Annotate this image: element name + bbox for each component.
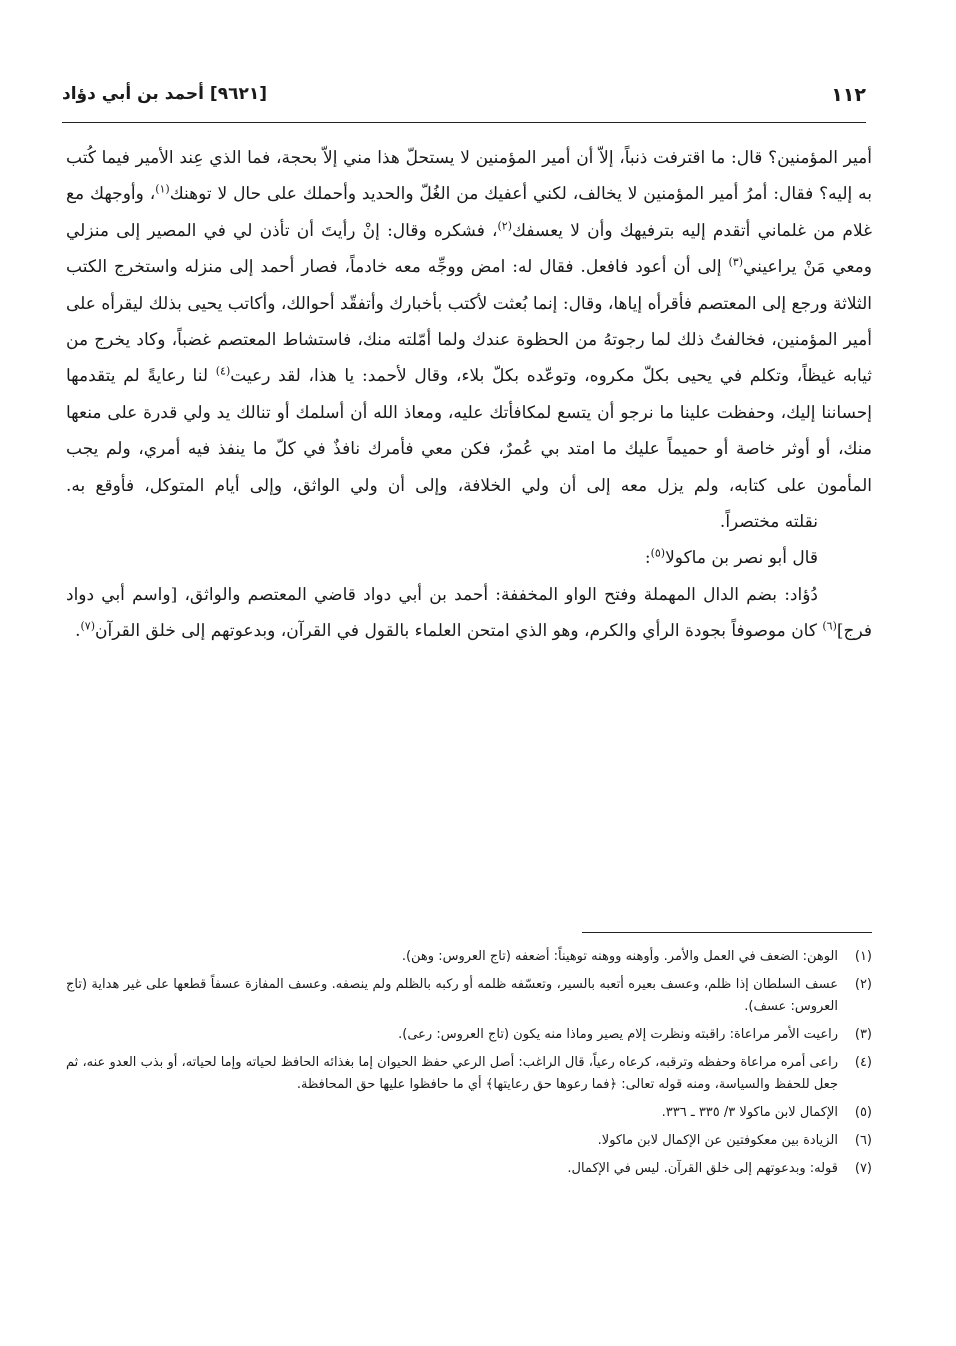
text-segment: لنا رعايةً لم يتقدمها إحساننا إليك، وحفظت علينا ما نرجو أن يتسع لمكافأتك عليه، ومعاذ الله أن أسلمك أو تنالك يد ولي قدرة على منعها منك، أو أوثر خاصة أو حميماً عليك ما امتد بي عُمرٌ، فكن معي فأمرك نافذٌ في كلّ ما ينفذ فيه أمري، ولم يجب المأمون على كتابه، ولم يزل معه إلى أن ولي الخلافة، وإلى أن ولي الواثق، وإلى أيام المتوكل، فأوقع به. bbox=[66, 366, 872, 496]
footnote-item bbox=[66, 946, 872, 968]
footnote-text: قوله: وبدعوتهم إلى خلق القرآن. ليس في الإكمال. bbox=[567, 1161, 838, 1176]
paragraph-narrative bbox=[66, 140, 872, 504]
footnote-text: الإكمال لابن ماكولا ٣/ ٣٣٥ ـ ٣٣٦. bbox=[661, 1105, 838, 1120]
footnote-text: راعى أمره مراعاة وحفظه وترقبه، كرعاه رعياً، قال الراغب: أصل الرعي حفظ الحيوان إما بغذائه الحافظ لحياته وإما لحياته، أو بذب العدو عنه، ثم جعل للحفظ والسياسة، ومنه قوله تعالى: ﴿فما رعوها حق رعايتها﴾ أي ما حافظوا عليها حق المحافظة. bbox=[66, 1055, 838, 1092]
running-title: [٩٦٢١] أحمد بن أبي دؤاد bbox=[62, 84, 267, 104]
footnote-ref-3: (٣) bbox=[728, 255, 744, 269]
footnote-number: (٦) bbox=[854, 1133, 872, 1148]
footnote-item bbox=[66, 974, 872, 1018]
footnote-ref-6: (٦) bbox=[822, 619, 837, 633]
footnote-ref-5: (٥) bbox=[650, 546, 666, 560]
paragraph-note bbox=[66, 504, 872, 540]
text-segment: : bbox=[644, 548, 651, 569]
footnote-ref-4: (٤) bbox=[215, 364, 231, 378]
main-text bbox=[66, 140, 872, 650]
text-segment: قال أبو نصر بن ماكولا bbox=[665, 548, 818, 569]
footnotes bbox=[66, 946, 872, 1186]
text-segment: نقلته مختصراً. bbox=[719, 512, 818, 533]
footnote-item bbox=[66, 1158, 872, 1180]
text-segment: أمير المؤمنين؟ قال: ما اقترفت ذنباً، إلاّ أن أمير المؤمنين لا يستحلّ هذا مني إلاّ بحجة، فما الذي عِند الأمير فيما كُتب به إليه؟ فقال: أمرُ أمير المؤمنين لا يخالف، لكني أعفيك من الغُلّ والحديد وأحملك على حال لا توهنك bbox=[66, 148, 872, 205]
footnote-ref-2: (٢) bbox=[497, 219, 513, 233]
footnote-number: (١) bbox=[854, 949, 872, 964]
footnote-item bbox=[66, 1024, 872, 1046]
paragraph-citation bbox=[66, 540, 872, 576]
text-segment: دُؤاد: بضم الدال المهملة وفتح الواو المخففة: أحمد بن أبي دواد قاضي المعتصم والواثق، [واسم أبي دواد فرج] bbox=[66, 584, 872, 642]
footnote-text: الزيادة بين معكوفتين عن الإكمال لابن ماكولا. bbox=[597, 1133, 838, 1148]
page-number: ١١٢ bbox=[831, 84, 866, 106]
text-segment: . bbox=[75, 621, 81, 642]
text-segment: ، وأوجهك مع غلام من غلماني أتقدم إليه بترفيهك وأن لا يعسفك bbox=[66, 184, 872, 241]
page-header bbox=[62, 82, 866, 116]
footnote-ref-1: (١) bbox=[155, 182, 170, 196]
footnote-text: راعيت الأمر مراعاة: راقبته ونظرت إلام يصير وماذا منه يكون (تاج العروس: رعى). bbox=[398, 1027, 838, 1042]
footnote-ref-7: (٧) bbox=[80, 619, 96, 633]
footnote-rule bbox=[582, 932, 872, 933]
footnote-number: (٤) bbox=[854, 1055, 872, 1070]
header-rule bbox=[62, 122, 866, 123]
text-segment: إلى أن أعود فافعل. فقال له: امض ووجِّه معه خادماً، فصار أحمد إلى منزله واستخرج الكتب الثلاثة ورجع إلى المعتصم فأقرأه إياها، وقال: إنما بُعثت لأكتب بأخبارك وأتفقّد أحوالك، وأكاتب يحيى بذلك ليقرأه على أمير المؤمنين، فخالفتُ ذلك لما رجوتهُ من الحظوة عندك ولما أمّلته منك، فاستشاط المعتصم غضباً، وكاد يخرج من ثيابه غيظاً، وتكلم في يحيى بكلّ مكروه، وتوعّده بكلّ بلاء، وقال لأحمد: يا هذا، لقد رعيت bbox=[66, 257, 873, 387]
footnote-item bbox=[66, 1102, 872, 1124]
footnote-number: (٥) bbox=[854, 1105, 872, 1120]
footnote-text: الوهن: الضعف في العمل والأمر. وأوهنه ووهنه توهيناً: أضعفه (تاج العروس: وهن). bbox=[401, 949, 838, 964]
paragraph-entry bbox=[66, 577, 872, 650]
text-segment: كان موصوفاً بجودة الرأي والكرم، وهو الذي امتحن العلماء بالقول في القرآن، وبدعوتهم إلى خلق القرآن bbox=[95, 621, 823, 642]
footnote-text: عسف السلطان إذا ظلم، وعسف بعيره أتعبه بالسير، وتعسّفه ظلمه أو ركبه بالظلم ولم ينصفه. وعسف المفازة عسفاً قطعها على غير هداية (تاج العروس: عسف). bbox=[66, 977, 838, 1014]
footnote-number: (٧) bbox=[854, 1161, 872, 1176]
footnote-number: (٢) bbox=[854, 977, 872, 992]
footnote-number: (٣) bbox=[854, 1027, 872, 1042]
text-segment: ، فشكره وقال: إنْ رأيتَ أن تأذن لي في المصير إلى منزلي ومعي مَنْ يراعيني bbox=[66, 220, 872, 278]
footnote-item bbox=[66, 1130, 872, 1152]
footnote-item bbox=[66, 1052, 872, 1096]
